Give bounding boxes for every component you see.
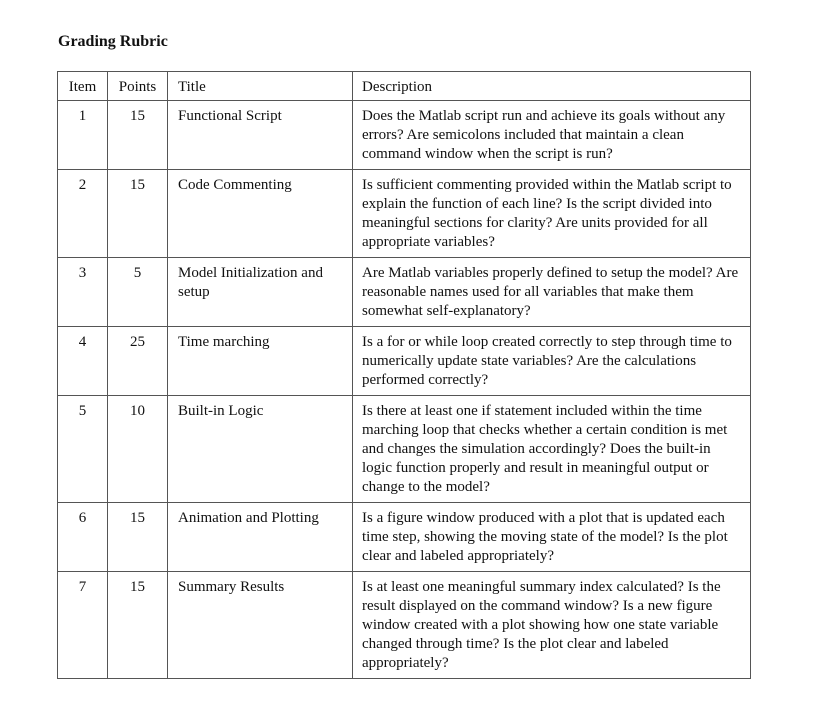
item-cell: 4 <box>58 327 108 396</box>
title-cell: Animation and Plotting <box>168 503 353 572</box>
description-cell: Is at least one meaningful summary index calculated? Is the result displayed on the command window? Is a new figure window created with a plot showing how one state variable changed through time? Is the plot clear and labeled appropriately? <box>353 572 751 679</box>
description-cell: Is there at least one if statement included within the time marching loop that checks whether a certain condition is met and changes the simulation accordingly? Does the built-in logic function properly and result in meaningful output or change to the model? <box>353 396 751 503</box>
table-row <box>58 572 751 679</box>
points-cell: 10 <box>108 396 168 503</box>
item-cell: 3 <box>58 258 108 327</box>
item-cell: 5 <box>58 396 108 503</box>
points-cell: 15 <box>108 101 168 170</box>
table-header-row <box>58 72 751 101</box>
grading-rubric-table <box>57 71 751 679</box>
table-row <box>58 101 751 170</box>
description-cell: Is sufficient commenting provided within the Matlab script to explain the function of each line? Is the script divided into meaningful sections for clarity? Are units provided for all appropriate variables? <box>353 170 751 258</box>
points-cell: 25 <box>108 327 168 396</box>
table-row <box>58 258 751 327</box>
column-header-description: Description <box>353 72 751 101</box>
points-cell: 15 <box>108 503 168 572</box>
page-title: Grading Rubric <box>58 33 168 50</box>
table-row <box>58 170 751 258</box>
title-cell: Functional Script <box>168 101 353 170</box>
table-row <box>58 327 751 396</box>
title-cell: Code Commenting <box>168 170 353 258</box>
column-header-points: Points <box>108 72 168 101</box>
title-cell: Built-in Logic <box>168 396 353 503</box>
title-cell: Time marching <box>168 327 353 396</box>
description-cell: Is a for or while loop created correctly to step through time to numerically update state variables? Are the calculations performed correctly? <box>353 327 751 396</box>
column-header-item: Item <box>58 72 108 101</box>
table-row <box>58 503 751 572</box>
table-row <box>58 396 751 503</box>
item-cell: 6 <box>58 503 108 572</box>
title-cell: Model Initialization and setup <box>168 258 353 327</box>
item-cell: 2 <box>58 170 108 258</box>
title-cell: Summary Results <box>168 572 353 679</box>
item-cell: 7 <box>58 572 108 679</box>
description-cell: Are Matlab variables properly defined to setup the model? Are reasonable names used for all variables that make them somewhat self-explanatory? <box>353 258 751 327</box>
points-cell: 15 <box>108 572 168 679</box>
item-cell: 1 <box>58 101 108 170</box>
description-cell: Is a figure window produced with a plot that is updated each time step, showing the moving state of the model? Is the plot clear and labeled appropriately? <box>353 503 751 572</box>
column-header-title: Title <box>168 72 353 101</box>
description-cell: Does the Matlab script run and achieve its goals without any errors? Are semicolons included that maintain a clean command window when the script is run? <box>353 101 751 170</box>
points-cell: 5 <box>108 258 168 327</box>
points-cell: 15 <box>108 170 168 258</box>
